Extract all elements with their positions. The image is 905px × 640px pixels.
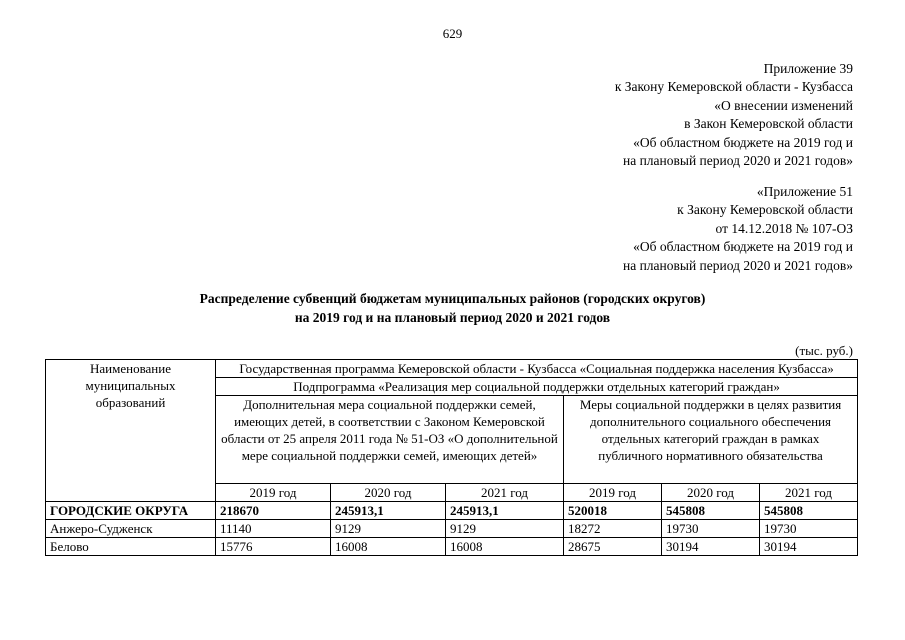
year-header: 2020 год [331, 484, 446, 502]
year-header: 2020 год [662, 484, 760, 502]
approval-line: на плановый период 2020 и 2021 годов» [622, 153, 853, 169]
row-value: 545808 [662, 502, 760, 520]
row-name: ГОРОДСКИЕ ОКРУГА [46, 502, 216, 520]
table-row [46, 520, 858, 538]
header-row-program [46, 360, 858, 378]
row-value: 245913,1 [446, 502, 564, 520]
year-header: 2019 год [216, 484, 331, 502]
name-column-header: Наименование муниципальных образований [46, 360, 216, 502]
approval-block-appendix-51 [623, 183, 853, 275]
title-line: на 2019 год и на плановый период 2020 и 2021 годов [294, 310, 611, 325]
title-line: Распределение субвенций бюджетам муниципальных районов (городских округов) [199, 291, 706, 306]
row-value: 30194 [760, 538, 858, 556]
row-value: 545808 [760, 502, 858, 520]
table-row [46, 538, 858, 556]
approval-line: от 14.12.2018 № 107-ОЗ [715, 220, 853, 236]
row-value: 11140 [216, 520, 331, 538]
year-header: 2021 год [446, 484, 564, 502]
subvention-table [45, 359, 858, 556]
unit-label: (тыс. руб.) [795, 343, 853, 358]
row-name: Анжеро-Судженск [46, 520, 216, 538]
year-header: 2021 год [760, 484, 858, 502]
approval-line: на плановый период 2020 и 2021 годов» [622, 257, 853, 273]
row-value: 218670 [216, 502, 331, 520]
row-value: 9129 [446, 520, 564, 538]
year-header: 2019 год [564, 484, 662, 502]
approval-line: к Закону Кемеровской области - Кузбасса [614, 79, 853, 95]
approval-line: «О внесении изменений [714, 97, 853, 113]
page-number: 629 [442, 26, 463, 41]
row-value: 28675 [564, 538, 662, 556]
row-value: 30194 [662, 538, 760, 556]
subprogram-header: Подпрограмма «Реализация мер социальной поддержки отдельных категорий граждан» [216, 378, 858, 396]
row-value: 520018 [564, 502, 662, 520]
row-value: 15776 [216, 538, 331, 556]
row-name: Белово [46, 538, 216, 556]
approval-line: «Об областном бюджете на 2019 год и [633, 134, 853, 150]
approval-line: Приложение 39 [763, 61, 853, 76]
row-value: 16008 [331, 538, 446, 556]
measure-2-header: Меры социальной поддержки в целях развития дополнительного социального обеспечения отдельных категорий граждан в рамках публичного нормативного обязательства [564, 396, 858, 484]
measure-1-header: Дополнительная мера социальной поддержки семей, имеющих детей, в соответствии с Законом Кемеровской области от 25 апреля 2011 года № 51-ОЗ «О дополнительной мере социальной поддержки семей, имеющих детей» [216, 396, 564, 484]
row-value: 19730 [760, 520, 858, 538]
table-row [46, 502, 858, 520]
document-title [0, 289, 905, 327]
row-value: 18272 [564, 520, 662, 538]
row-value: 245913,1 [331, 502, 446, 520]
approval-line: в Закон Кемеровской области [684, 116, 853, 132]
row-value: 16008 [446, 538, 564, 556]
program-header: Государственная программа Кемеровской области - Кузбасса «Социальная поддержка населения Кузбасса» [216, 360, 858, 378]
approval-block-appendix-39 [615, 60, 853, 170]
approval-line: к Закону Кемеровской области [677, 202, 853, 218]
approval-line: «Приложение 51 [756, 184, 853, 199]
row-value: 19730 [662, 520, 760, 538]
row-value: 9129 [331, 520, 446, 538]
approval-line: «Об областном бюджете на 2019 год и [633, 239, 853, 255]
